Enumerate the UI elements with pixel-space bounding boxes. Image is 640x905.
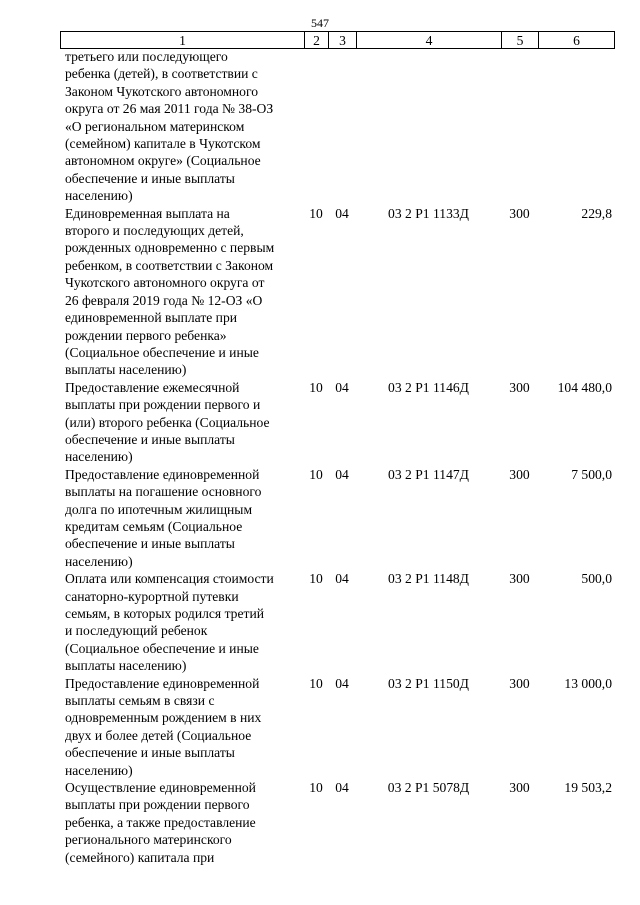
target-article-cell: 03 2 Р1 5078Д [387, 780, 470, 796]
expense-type-cell [501, 48, 538, 205]
expense-name-line: выплаты на погашение основного [65, 484, 262, 500]
column-number-6: 6 [539, 32, 615, 49]
expense-name-line: Чукотского автономного округа от [65, 275, 265, 291]
expense-name-line: одновременным рождением в них [65, 710, 262, 726]
expense-name-line: выплаты семьям в связи с [65, 693, 215, 709]
table-row [60, 675, 614, 779]
subsection-code-cell: 04 [335, 571, 349, 587]
expense-name-cell [60, 570, 304, 674]
expense-name-line: (семейного) капитала при [65, 849, 215, 865]
expense-name-line: регионального материнского [65, 832, 232, 848]
page-number: 547 [311, 16, 329, 30]
expense-name-line: ребенка, а также предоставление [65, 814, 256, 830]
expense-name-line: выплаты населению) [65, 658, 187, 674]
target-article-cell: 03 2 Р1 1133Д [388, 205, 469, 221]
section-code-cell: 10 [309, 205, 323, 221]
target-article-cell: 03 2 Р1 1148Д [388, 571, 469, 587]
column-number-1: 1 [61, 32, 305, 49]
expense-name-line: второго и последующих детей, [65, 223, 244, 239]
expense-name-line: населению) [65, 449, 133, 465]
expense-name-cell [60, 466, 304, 570]
expense-name-line: «О региональном материнском [65, 118, 245, 134]
expense-name-cell [60, 48, 304, 205]
column-number-header [60, 31, 615, 49]
table-row [60, 779, 614, 866]
expense-name-line: единовременной выплате при [65, 310, 238, 326]
table-row [60, 570, 614, 674]
expense-name-line: 26 февраля 2019 года № 12-ОЗ «О [65, 292, 263, 308]
expense-name-line: населению) [65, 188, 133, 204]
expense-name-cell [60, 205, 304, 379]
expense-name-line: (семейном) капитале в Чукотском [65, 136, 261, 152]
column-number-3: 3 [329, 32, 357, 49]
expense-name-line: обеспечение и иные выплаты [65, 431, 235, 447]
expense-name-line: рожденных одновременно с первым [65, 240, 275, 256]
expense-name-line: Осуществление единовременной [65, 780, 256, 796]
expense-type-cell: 300 [509, 379, 530, 395]
expense-name-line: выплаты при рождении первого [65, 797, 250, 813]
expense-name-line: ребенком, в соответствии с Законом [65, 257, 274, 273]
amount-cell: 7 500,0 [571, 466, 612, 482]
target-article-cell: 03 2 Р1 1150Д [388, 675, 469, 691]
expense-name-line: обеспечение и иные выплаты [65, 170, 235, 186]
expense-name-line: семьям, в которых родился третий [65, 606, 265, 621]
section-code-cell: 10 [309, 571, 323, 587]
column-number-4: 4 [357, 32, 502, 49]
expense-type-cell: 300 [509, 466, 530, 482]
amount-cell: 500,0 [581, 571, 612, 587]
expense-name-line: третьего или последующего [65, 49, 228, 64]
column-number-2: 2 [305, 32, 329, 49]
expense-name-line: выплаты при рождении первого и [65, 397, 261, 413]
expense-name-cell [60, 675, 304, 779]
subsection-code-cell: 04 [335, 466, 349, 482]
expense-name-line: автономном округе» (Социальное [65, 153, 261, 169]
expense-name-cell [60, 379, 304, 466]
expense-name-line: Предоставление единовременной [65, 675, 260, 691]
expense-type-cell: 300 [509, 675, 530, 691]
expense-name-line: долга по ипотечным жилищным [65, 501, 253, 517]
amount-cell: 19 503,2 [564, 780, 612, 796]
expense-type-cell: 300 [509, 780, 530, 796]
target-article-cell: 03 2 Р1 1147Д [388, 466, 469, 482]
column-number-5: 5 [502, 32, 539, 49]
amount-cell: 229,8 [581, 205, 612, 221]
amount-cell: 104 480,0 [557, 379, 612, 395]
expense-name-cell [60, 779, 304, 866]
budget-table-body [60, 48, 614, 866]
subsection-code-cell: 04 [335, 675, 349, 691]
expense-name-line: рождении первого ребенка» [65, 327, 227, 343]
section-code-cell: 10 [309, 780, 323, 796]
expense-name-line: двух и более детей (Социальное [65, 727, 252, 743]
amount-cell: 13 000,0 [564, 675, 612, 691]
subsection-code-cell: 04 [335, 780, 349, 796]
target-article-cell [356, 48, 501, 205]
budget-table [60, 48, 614, 866]
expense-name-line: Законом Чукотского автономного [65, 83, 259, 99]
expense-name-line: (или) второго ребенка (Социальное [65, 414, 270, 430]
expense-name-line: (Социальное обеспечение и иные [65, 640, 259, 656]
expense-name-line: обеспечение и иные выплаты [65, 745, 235, 761]
section-code-cell: 10 [309, 466, 323, 482]
expense-name-line: населению) [65, 553, 133, 569]
expense-name-line: санаторно-курортной путевки [65, 588, 239, 604]
expense-name-line: Предоставление единовременной [65, 466, 260, 482]
expense-name-line: выплаты населению) [65, 362, 187, 378]
expense-name-line: Единовременная выплата на [65, 205, 230, 221]
expense-name-line: кредитам семьям (Социальное [65, 518, 243, 534]
target-article-cell: 03 2 Р1 1146Д [388, 379, 469, 395]
expense-name-line: населению) [65, 762, 133, 778]
expense-type-cell: 300 [509, 205, 530, 221]
section-code-cell: 10 [309, 675, 323, 691]
table-row [60, 379, 614, 466]
table-row [60, 48, 614, 205]
section-code-cell: 10 [309, 379, 323, 395]
expense-type-cell: 300 [509, 571, 530, 587]
expense-name-line: округа от 26 мая 2011 года № 38-ОЗ [65, 101, 274, 117]
table-row [60, 466, 614, 570]
expense-name-line: (Социальное обеспечение и иные [65, 344, 259, 360]
subsection-code-cell: 04 [335, 205, 349, 221]
expense-name-line: ребенка (детей), в соответствии с [65, 66, 258, 82]
subsection-code-cell [328, 48, 356, 205]
table-row [60, 205, 614, 379]
section-code-cell [304, 48, 328, 205]
expense-name-line: и последующий ребенок [65, 623, 208, 639]
expense-name-line: Оплата или компенсация стоимости [65, 571, 274, 587]
expense-name-line: Предоставление ежемесячной [65, 379, 240, 395]
amount-cell [538, 48, 614, 205]
expense-name-line: обеспечение и иные выплаты [65, 536, 235, 552]
subsection-code-cell: 04 [335, 379, 349, 395]
